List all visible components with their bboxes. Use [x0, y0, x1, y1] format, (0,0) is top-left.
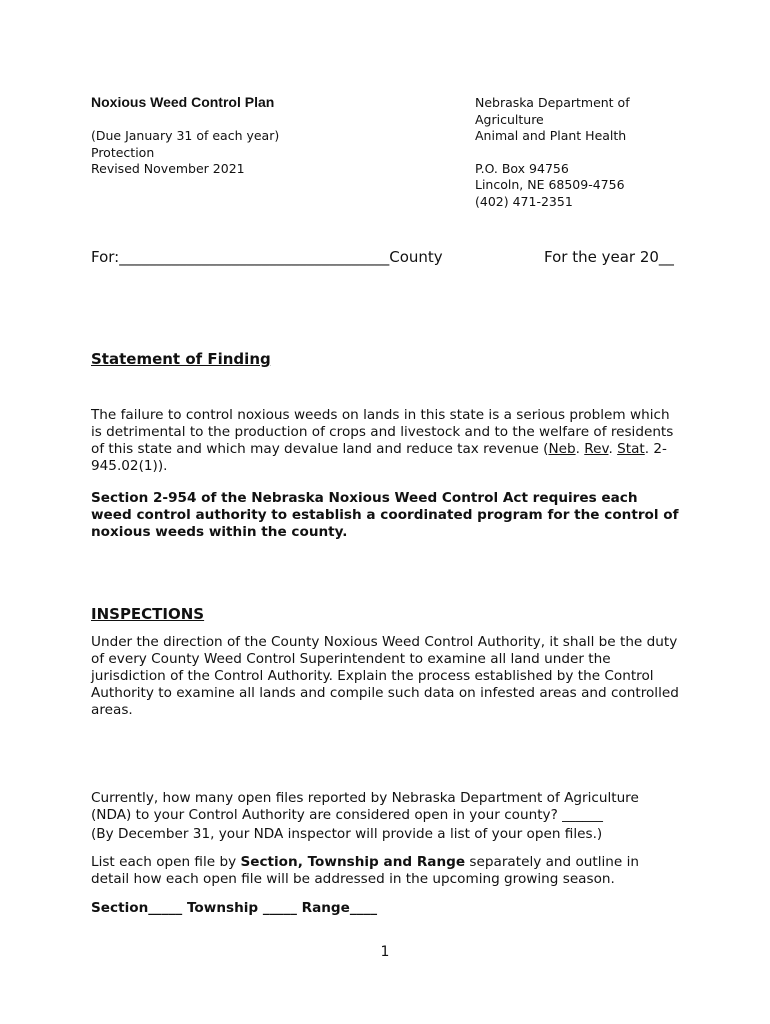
list-text-start: List each open file by: [91, 854, 241, 870]
agency-name-line3: Animal and Plant Health: [475, 128, 627, 143]
header-left-block: [91, 128, 279, 178]
list-text-bold: Section, Township and Range: [240, 854, 466, 870]
agency-name-line1: Nebraska Department of: [475, 95, 630, 110]
page-number: 1: [380, 944, 390, 960]
year-field: For the year 20__: [544, 248, 674, 266]
statement-text: The failure to control noxious weeds on lands in this state is a serious problem which is detrimental to the production of crops and livestock and to the welfare of residents of this state and which may devalue land and reduce tax revenue (: [91, 407, 674, 457]
section-township-range-line: Section_____ Township _____ Range____: [91, 900, 378, 916]
agency-name-line2: Agriculture: [475, 111, 544, 127]
county-year-line: [91, 248, 681, 266]
phone-number: (402) 471-2351: [475, 193, 573, 209]
county-field: For:____________________________________County: [91, 248, 443, 266]
statement-heading: Statement of Finding: [91, 350, 271, 368]
statutory-requirement: Section 2-954 of the Nebraska Noxious Weed Control Act requires each weed control authority to establish a coordinated program for the control of noxious weeds within the county.: [91, 490, 679, 540]
inspections-paragraph: Under the direction of the County Noxious Weed Control Authority, it shall be the duty of every County Weed Control Superintendent to examine all land under the jurisdiction of the Control Authority. Explain the process established by the Control Authority to examine all lands and compile such data on infested areas and controlled areas.: [91, 634, 679, 718]
open-files-question: Currently, how many open files reported by Nebraska Department of Agriculture (NDA) to your Control Authority are considered open in your county? ______: [91, 790, 639, 823]
statement-paragraph: The failure to control noxious weeds on lands in this state is a serious problem which is detrimental to the production of crops and livestock and to the welfare of residents of this state and which may devalue land and reduce tax revenue (Neb. Rev. Stat. 2-945.02(1)).: [91, 407, 674, 474]
citation-neb: Neb: [548, 441, 576, 457]
list-instructions: [91, 854, 681, 888]
due-date-note: (Due January 31 of each year): [91, 128, 280, 143]
agency-address-block: [475, 95, 630, 210]
revision-date: Revised November 2021: [91, 161, 245, 176]
citation-stat: Stat: [617, 441, 645, 457]
list-text-end: separately and outline in detail how each open file will be addressed in the upcoming growing season.: [91, 854, 639, 887]
city-state-zip: Lincoln, NE 68509-4756: [475, 177, 625, 192]
protection-text: Protection: [91, 144, 155, 160]
po-box: P.O. Box 94756: [475, 160, 569, 176]
citation-number: . 2-945.02(1)).: [91, 441, 667, 474]
inspections-heading: INSPECTIONS: [91, 605, 205, 623]
open-files-note: (By December 31, your NDA inspector will provide a list of your open files.): [91, 826, 603, 842]
citation-rev: Rev: [584, 441, 609, 457]
document-title: Noxious Weed Control Plan: [91, 94, 275, 110]
